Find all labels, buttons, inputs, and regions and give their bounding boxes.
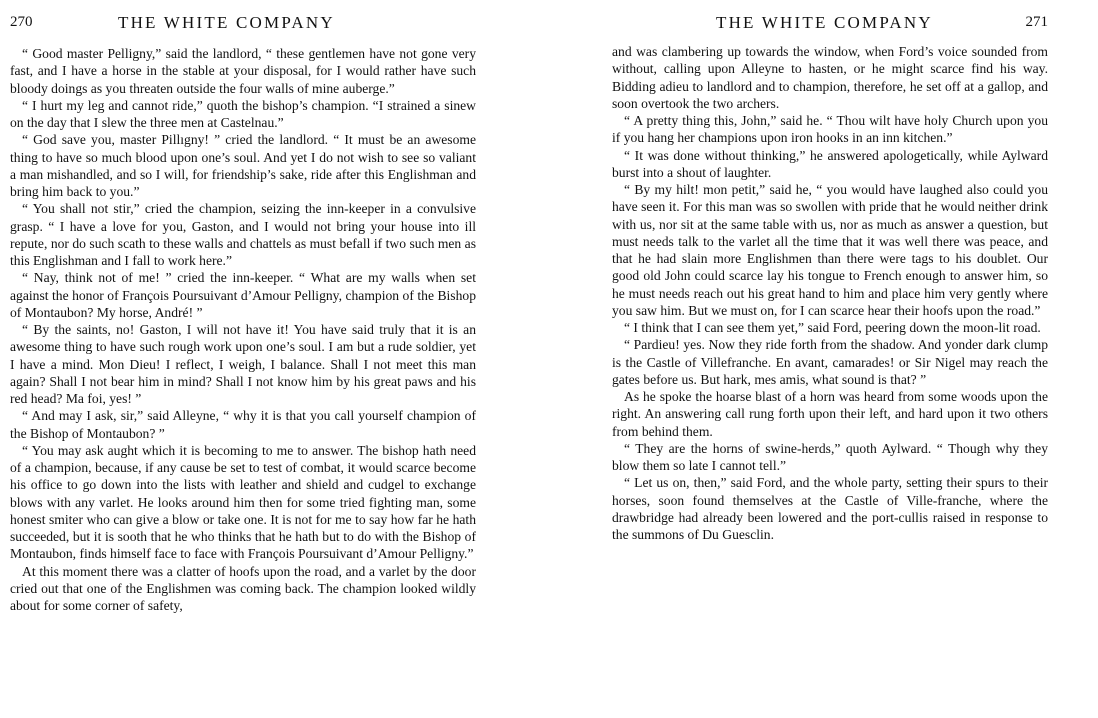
paragraph: “ God save you, master Pillıgny! ” cried the landlord. “ It must be an awesome thing to have so much blood upon one’s soul. And yet I do not wish to see so valiant a man mishandled, and so I will, for friendship’s sake, ride after this Englishman and bring him back to you.” [10, 132, 476, 199]
paragraph: “ Let us on, then,” said Ford, and the whole party, setting their spurs to their horses, soon found themselves at the Castle of Ville-franche, where the drawbridge had already been lowered and the port-cullis raised in response to the summons of Du Guesclin. [612, 475, 1048, 542]
paragraph: “ By the saints, no! Gaston, I will not have it! You have said truly that it is an awesome thing to have such rough work upon one’s soul. I am but a rude soldier, yet I have a mind. Mon Dieu! I reflect, I weigh, I balance. Shall I not meet this man again? Shall I not bear him in mind? Shall I not know him by his great paws and his red head? Ma foi, yes! ” [10, 322, 476, 406]
left-page [10, 0, 476, 718]
paragraph: “ Pardieu! yes. Now they ride forth from the shadow. And yonder dark clump is the Castle of Villefranche. En avant, camarades! or Sir Nigel may reach the gates before us. But hark, mes amis, what sound is that? ” [612, 337, 1048, 387]
left-page-number: 270 [10, 14, 33, 30]
paragraph: “ You shall not stir,” cried the champion, seizing the inn-keeper in a convulsive grasp. “ I have a love for you, Gaston, and I would not bring your house into ill repute, nor do such scath to these walls and chattels as must befall if two such men as this Englishman and I fall to work here.” [10, 201, 476, 268]
continued-paragraph: and was clambering up towards the window, when Ford’s voice sounded from without, calling upon Alleyne to hasten, or he might scarce find his way. Bidding adieu to landlord and to champion, therefore, he set off at a gallop, and soon overtook the two archers. [612, 44, 1048, 111]
left-running-head [10, 0, 476, 34]
right-page-number: 271 [1025, 14, 1048, 30]
paragraph: “ I think that I can see them yet,” said Ford, peering down the moon-lit road. [624, 320, 1041, 335]
right-page [612, 0, 1048, 718]
paragraph: “ They are the horns of swine-herds,” quoth Aylward. “ Though why they blow them so late I cannot tell.” [612, 440, 1048, 473]
paragraph: “ By my hilt! mon petit,” said he, “ you would have laughed also could you have seen it. For this man was so swollen with pride that he would neither drink with us, nor sit at the same table with us, nor as much as answer a question, but must needs talk to the varlet all the time that it was well there was peace, and that he had slain more Englishmen than there were tags to his doublet. Our good old John could scarce lay his tongue to French enough to answer him, so he must needs reach out his great hand to him and place him very gently where you saw him. But we must on, for I can scarce hear their hoofs upon the road.” [612, 182, 1048, 318]
paragraph: “ You may ask aught which it is becoming to me to answer. The bishop hath need of a champion, because, if any cause be set to test of combat, it would scarce become his office to go down into the lists with leather and shield and cudgel to exchange blows with any varlet. He looks around him then for some tried fighting man, some honest smiter who can give a blow or take one. It is not for me to say how far he hath succeeded, but it is sooth that he who thinks that he hath but to do with the Bishop of Montaubon, finds himself face to face with François Poursuivant d’Amour Pelligny.” [10, 442, 476, 562]
right-page-body [612, 43, 1048, 543]
right-running-head [612, 0, 1048, 34]
paragraph: “ I hurt my leg and cannot ride,” quoth the bishop’s champion. “I strained a sinew on the day that I slew the three men at Castelnau.” [10, 97, 476, 130]
right-book-title: THE WHITE COMPANY [716, 13, 933, 32]
paragraph: “ It was done without thinking,” he answered apologetically, while Aylward burst into a shout of laughter. [612, 147, 1048, 180]
paragraph: “ A pretty thing this, John,” said he. “ Thou wilt have holy Church upon you if you hang her champions upon iron hooks in an inn kitchen.” [612, 113, 1048, 146]
left-book-title: THE WHITE COMPANY [118, 13, 335, 32]
paragraph: At this moment there was a clatter of hoofs upon the road, and a varlet by the door cried out that one of the Englishmen was coming back. The champion looked wildly about for some corner of safety, [10, 563, 476, 613]
left-page-body [10, 45, 476, 614]
paragraph: “ Good master Pelligny,” said the landlord, “ these gentlemen have not gone very fast, and I have a horse in the stable at your disposal, for I would rather have such bloody doings as you threaten outside the four walls of mine auberge.” [10, 46, 476, 96]
paragraph: As he spoke the hoarse blast of a horn was heard from some woods upon the right. An answering call rung forth upon their left, and hard upon it two others from behind them. [612, 389, 1048, 439]
paragraph: “ And may I ask, sir,” said Alleyne, “ why it is that you call yourself champion of the Bishop of Montaubon? ” [10, 408, 476, 441]
paragraph: “ Nay, think not of me! ” cried the inn-keeper. “ What are my walls when set against the honor of François Poursuivant d’Amour Pelligny, champion of the Bishop of Montaubon? My horse, André! ” [10, 270, 476, 320]
